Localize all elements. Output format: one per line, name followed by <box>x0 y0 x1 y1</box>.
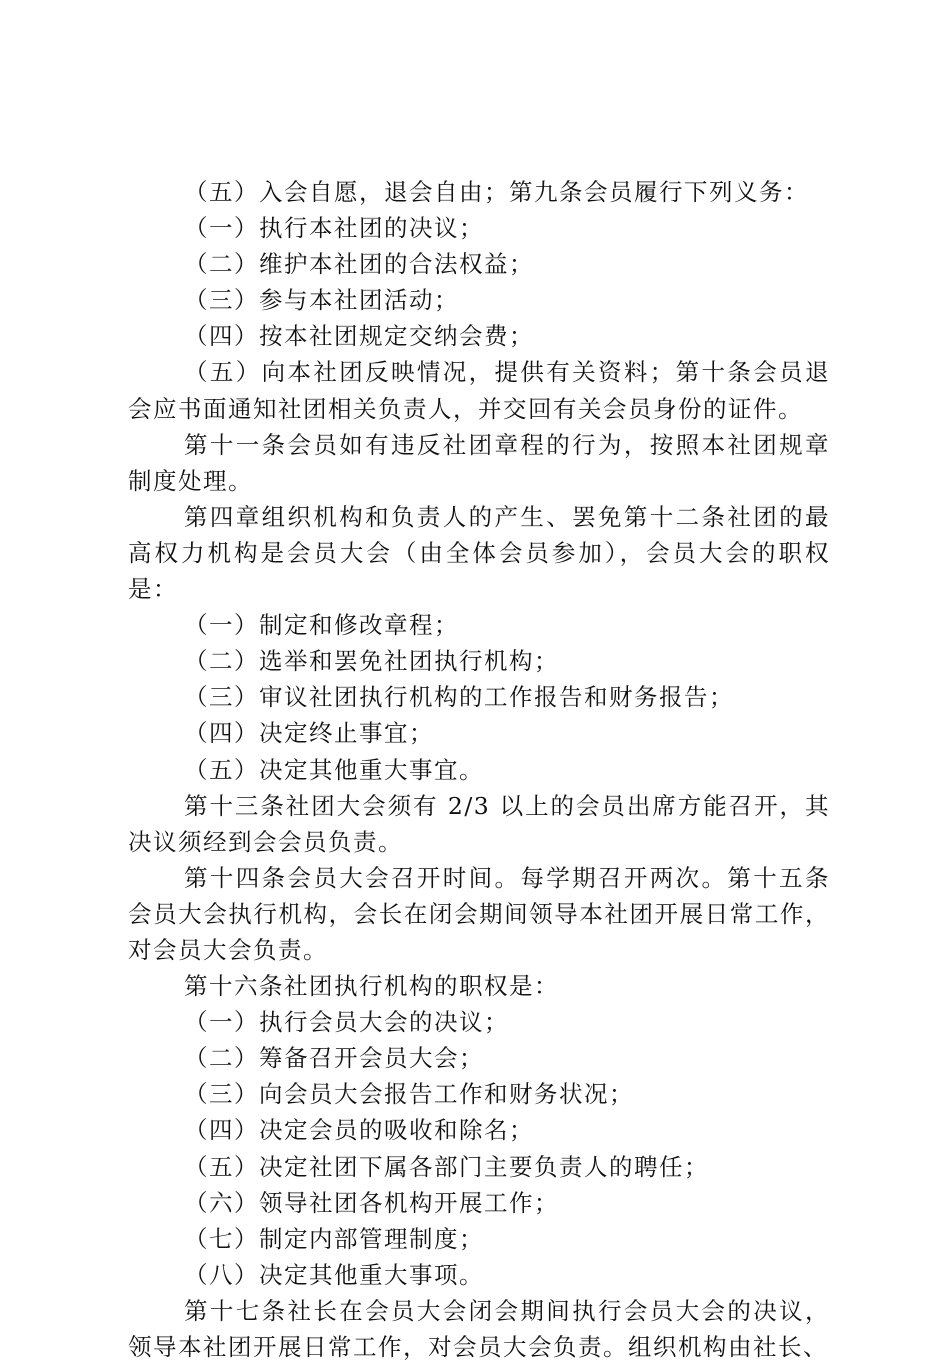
paragraph-25: 第十七条社长在会员大会闭会期间执行会员大会的决议，领导本社团开展日常工作，对会员大会负责。组织机构由社长、 <box>128 1296 830 1361</box>
paragraph-24: （八）决定其他重大事项。 <box>184 1260 484 1289</box>
paragraph-8: 第四章组织机构和负责人的产生、罢免第十二条社团的最高权力机构是会员大会（由全体会员参加），会员大会的职权是： <box>128 502 830 604</box>
paragraph-15: 第十四条会员大会召开时间。每学期召开两次。第十五条会员大会执行机构，会长在闭会期间领导本社团开展日常工作，对会员大会负责。 <box>128 863 830 964</box>
paragraph-17: （一）执行会员大会的决议； <box>184 1008 509 1037</box>
paragraph-10: （二）选举和罢免社团执行机构； <box>184 647 559 676</box>
paragraph-9: （一）制定和修改章程； <box>184 611 459 640</box>
paragraph-16: 第十六条社团执行机构的职权是： <box>184 972 559 1001</box>
paragraph-12: （四）决定终止事宜； <box>184 719 434 748</box>
paragraph-21: （五）决定社团下属各部门主要负责人的聘任； <box>184 1152 709 1181</box>
paragraph-5: （四）按本社团规定交纳会费； <box>184 322 534 351</box>
paragraph-14: 第十三条社团大会须有 2/3 以上的会员出席方能召开，其决议须经到会会员负责。 <box>128 791 830 856</box>
paragraph-11: （三）审议社团执行机构的工作报告和财务报告； <box>184 683 734 712</box>
paragraph-13: （五）决定其他重大事宜。 <box>184 755 484 784</box>
paragraph-2: （一）执行本社团的决议； <box>184 214 484 243</box>
paragraph-6: （五）向本社团反映情况，提供有关资料；第十条会员退会应书面通知社团相关负责人，并交回有关会员身份的证件。 <box>128 358 830 423</box>
paragraph-23: （七）制定内部管理制度； <box>184 1224 484 1253</box>
paragraph-4: （三）参与本社团活动； <box>184 286 459 315</box>
paragraph-1: （五）入会自愿，退会自由；第九条会员履行下列义务： <box>184 178 809 206</box>
document-body <box>128 174 830 1365</box>
paragraph-20: （四）决定会员的吸收和除名； <box>184 1116 534 1145</box>
paragraph-7: 第十一条会员如有违反社团章程的行为，按照本社团规章制度处理。 <box>128 430 830 495</box>
paragraph-3: （二）维护本社团的合法权益； <box>184 250 534 279</box>
paragraph-19: （三）向会员大会报告工作和财务状况； <box>184 1080 634 1109</box>
paragraph-22: （六）领导社团各机构开展工作； <box>184 1188 559 1217</box>
paragraph-18: （二）筹备召开会员大会； <box>184 1044 484 1073</box>
